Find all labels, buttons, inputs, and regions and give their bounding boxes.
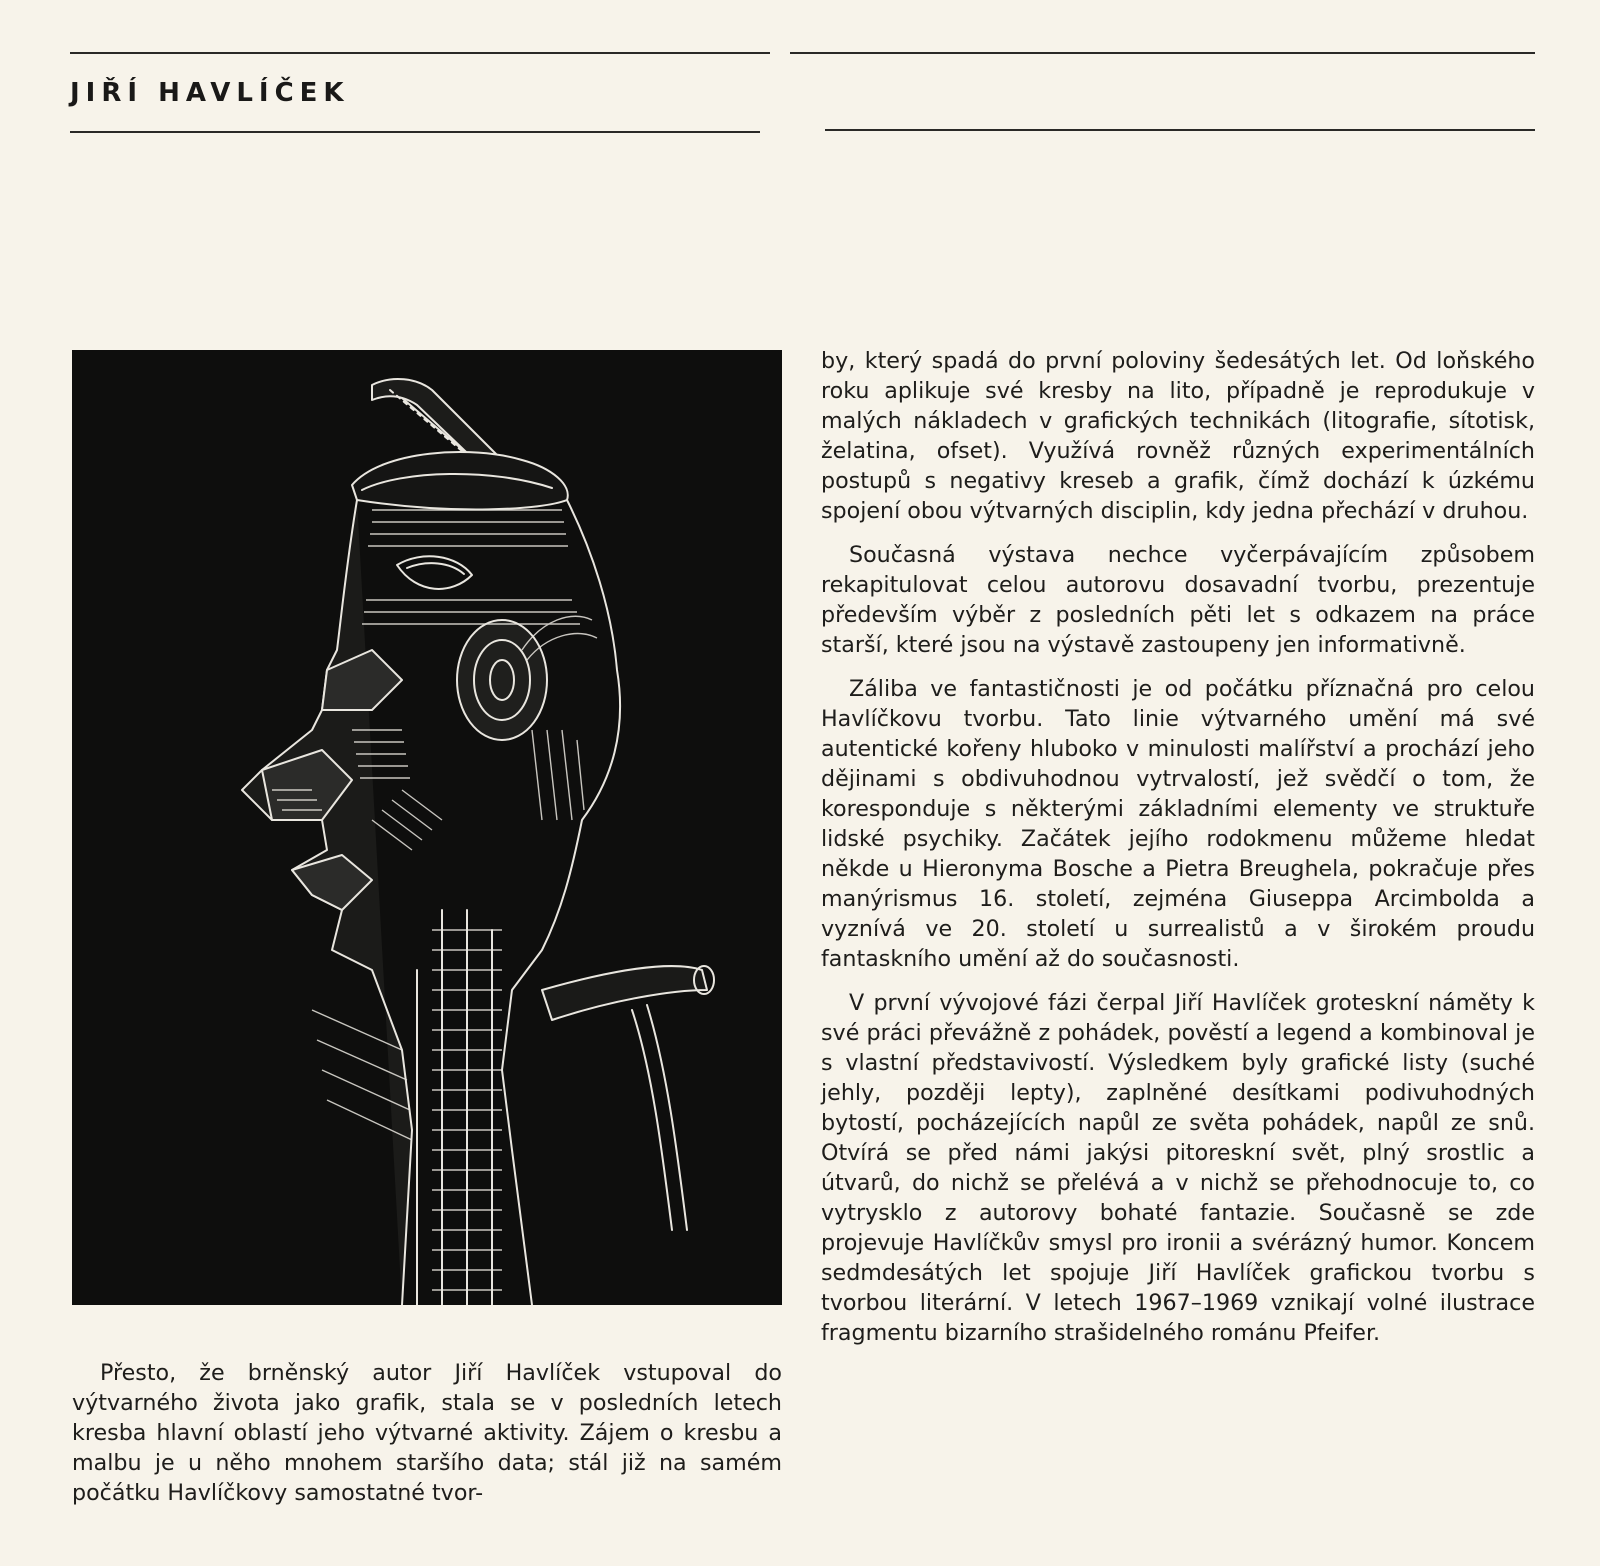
artwork-illustration — [72, 350, 782, 1305]
top-rule-left — [70, 52, 770, 54]
surreal-profile-head-drawing — [72, 350, 782, 1305]
right-paragraph-2: Současná výstava nechce vyčerpávajícím způsobem rekapitulovat celou autorovu dosavadní tvorbu, prezentuje především výběr z posledních pěti let s odkazem na práce starší, které jsou na výstavě zastoupeny jen informativně. — [821, 542, 1535, 658]
right-paragraph-4: V první vývojové fázi čerpal Jiří Havlíček groteskní náměty k své práci převážně z pohádek, pověstí a legend a kombinoval je s vlastní představivostí. Výsledkem byly grafické listy (suché jehly, později lepty), zaplněné desítkami podivuhodných bytostí, pocházejících napůl ze světa pohádek, napůl ze snů. Otvírá se před námi jakýsi pitoreskní svět, plný srostlic a útvarů, do nichž se přelévá a v nichž se přehodnocuje to, co vytrysklo z autorovy bohaté fantazie. Současně se zde projevuje Havlíčkův smysl pro ironii a svérázný humor. Koncem sedmdesátých let spojuje Jiří Havlíček grafickou tvorbu s tvorbou literární. V letech 1967–1969 vznikají volné ilustrace fragmentu bizarního strašidelného románu Pfeifer. — [821, 990, 1535, 1346]
heading-underline-right — [825, 129, 1535, 131]
page-heading: JIŘÍ HAVLÍČEK — [70, 78, 350, 108]
left-text-column — [72, 1358, 782, 1508]
right-paragraph-1: by, který spadá do první poloviny šedesátých let. Od loňského roku aplikuje své kresby na lito, případně je reprodukuje v malých nákladech v grafických technikách (litografie, sítotisk, želatina, ofset). Využívá rovněž různých experimentálních postupů s negativy kreseb a grafik, čímž dochází k úzkému spojení obou výtvarných disciplin, kdy jedna přechází v druhou. — [821, 348, 1535, 524]
top-rule-right — [790, 52, 1535, 54]
heading-underline-left — [70, 131, 760, 133]
right-paragraph-3: Záliba ve fantastičnosti je od počátku příznačná pro celou Havlíčkovu tvorbu. Tato linie výtvarného umění má své autentické kořeny hluboko v minulosti malířství a prochází jeho dějinami s obdivuhodnou vytrvalostí, jež svědčí o tom, že koresponduje s některými základními elementy ve struktuře lidské psychiky. Začátek jejího rodokmenu můžeme hledat někde u Hieronyma Bosche a Pietra Breughela, pokračuje přes manýrismus 16. století, zejména Giuseppa Arcimbolda a vyznívá ve 20. století u surrealistů a v širokém proudu fantaskního umění až do současnosti. — [821, 676, 1535, 972]
left-paragraph-1: Přesto, že brněnský autor Jiří Havlíček vstupoval do výtvarného života jako grafik, stala se v posledních letech kresba hlavní oblastí jeho výtvarné aktivity. Zájem o kresbu a malbu je u něho mnohem staršího data; stál již na samém počátku Havlíčkovy samostatné tvor- — [72, 1360, 782, 1506]
right-text-column — [821, 346, 1535, 1348]
